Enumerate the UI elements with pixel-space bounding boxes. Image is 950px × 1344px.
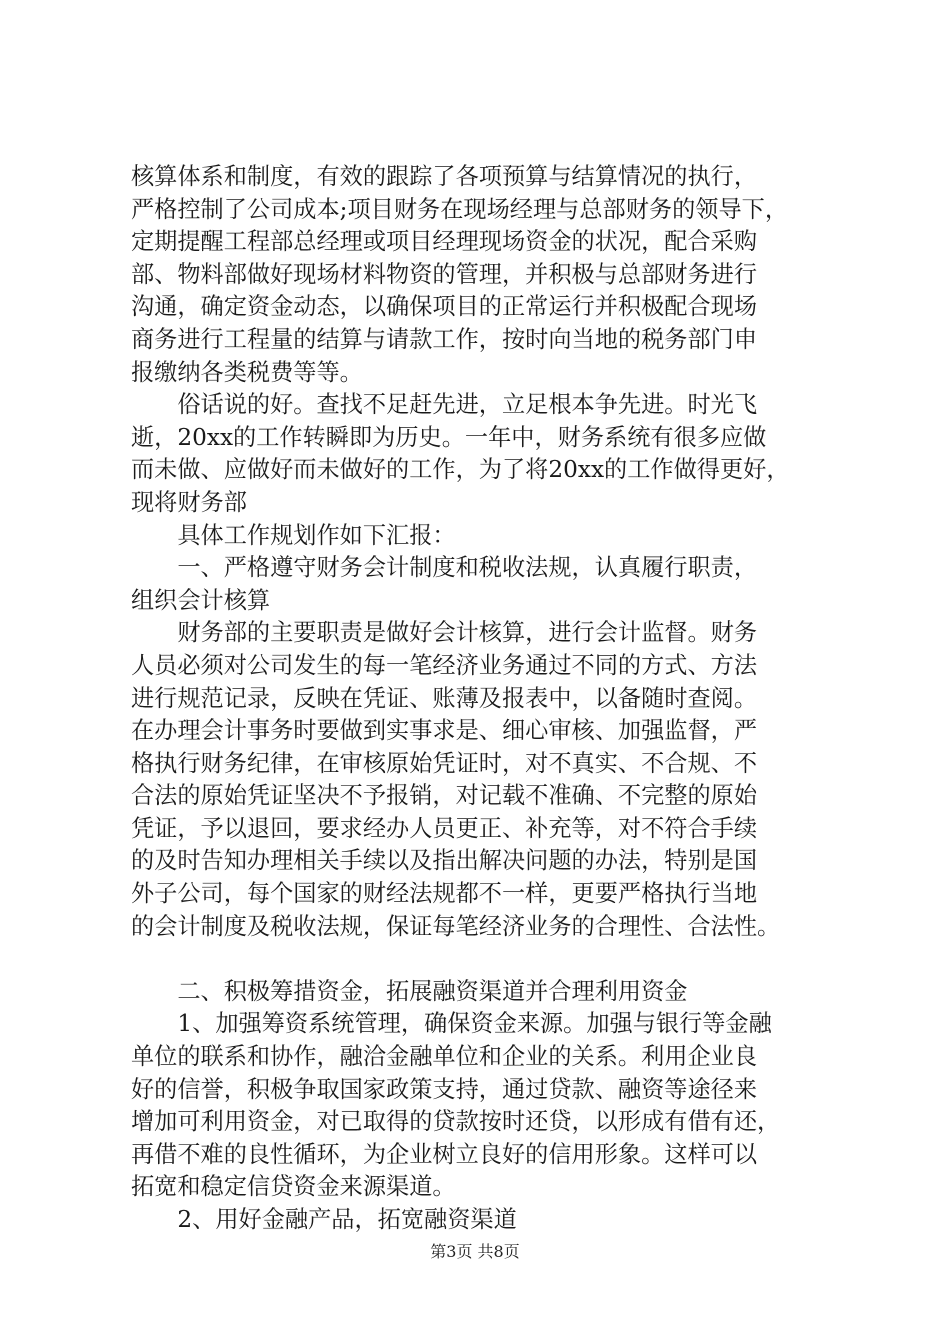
text-line: 凭证，予以退回，要求经办人员更正、补充等，对不符合手续 [131, 814, 758, 842]
text-line: 增加可利用资金，对已取得的贷款按时还贷，以形成有借有还， [131, 1108, 781, 1136]
text-line: 沟通，确定资金动态，以确保项目的正常运行并积极配合现场 [131, 293, 758, 321]
text-line: 再借不难的良性循环，为企业树立良好的信用形象。这样可以 [131, 1140, 758, 1168]
text-line: 严格控制了公司成本;项目财务在现场经理与总部财务的领导下， [131, 195, 789, 223]
text-line: 核算体系和制度，有效的跟踪了各项预算与结算情况的执行， [131, 163, 758, 190]
text-line: 的及时告知办理相关手续以及指出解决问题的办法，特别是国 [131, 847, 758, 875]
text-line: 外子公司，每个国家的财经法规都不一样，更要严格执行当地 [131, 880, 758, 908]
text-line: 的会计制度及税收法规，保证每笔经济业务的合理性、合法性。 [131, 912, 781, 940]
text-line: 而未做、应做好而未做好的工作，为了将20xx的工作做得更好， [131, 456, 790, 484]
text-line: 二、积极筹措资金，拓展融资渠道并合理利用资金 [131, 977, 688, 1005]
text-line: 格执行财务纪律，在审核原始凭证时，对不真实、不合规、不 [131, 749, 758, 777]
text-line: 一、严格遵守财务会计制度和税收法规，认真履行职责， [131, 554, 758, 582]
text-line: 单位的联系和协作，融洽金融单位和企业的关系。利用企业良 [131, 1043, 758, 1071]
text-line: 定期提醒工程部总经理或项目经理现场资金的状况，配合采购 [131, 228, 758, 256]
text-line: 组织会计核算 [131, 586, 271, 614]
text-line: 部、物料部做好现场材料物资的管理，并积极与总部财务进行 [131, 260, 758, 288]
text-line: 在办理会计事务时要做到实事求是、细心审核、加强监督，严 [131, 717, 758, 745]
text-line: 1、加强筹资系统管理，确保资金来源。加强与银行等金融 [131, 1010, 772, 1038]
text-line: 好的信誉，积极争取国家政策支持，通过贷款、融资等途径来 [131, 1075, 758, 1103]
text-line: 合法的原始凭证坚决不予报销，对记载不准确、不完整的原始 [131, 782, 758, 810]
text-line: 进行规范记录，反映在凭证、账薄及报表中，以备随时查阅。 [131, 684, 758, 712]
paragraph-gap [131, 943, 851, 976]
text-line: 人员必须对公司发生的每一笔经济业务通过不同的方式、方法 [131, 651, 758, 679]
text-line: 拓宽和稳定信贷资金来源渠道。 [131, 1173, 456, 1201]
page-footer: 第3页 共8页 [430, 1242, 520, 1261]
text-line: 具体工作规划作如下汇报： [131, 521, 456, 549]
text-line: 商务进行工程量的结算与请款工作，按时向当地的税务部门申 [131, 325, 758, 353]
text-line: 报缴纳各类税费等等。 [131, 358, 363, 386]
text-line: 俗话说的好。查找不足赶先进，立足根本争先进。时光飞 [131, 391, 758, 419]
document-body [131, 161, 851, 1237]
text-line: 逝，20xx的工作转瞬即为历史。一年中，财务系统有很多应做 [131, 423, 767, 451]
text-line: 2、用好金融产品，拓宽融资渠道 [131, 1206, 517, 1233]
text-line: 现将财务部 [131, 488, 247, 516]
text-line: 财务部的主要职责是做好会计核算，进行会计监督。财务 [131, 619, 758, 647]
